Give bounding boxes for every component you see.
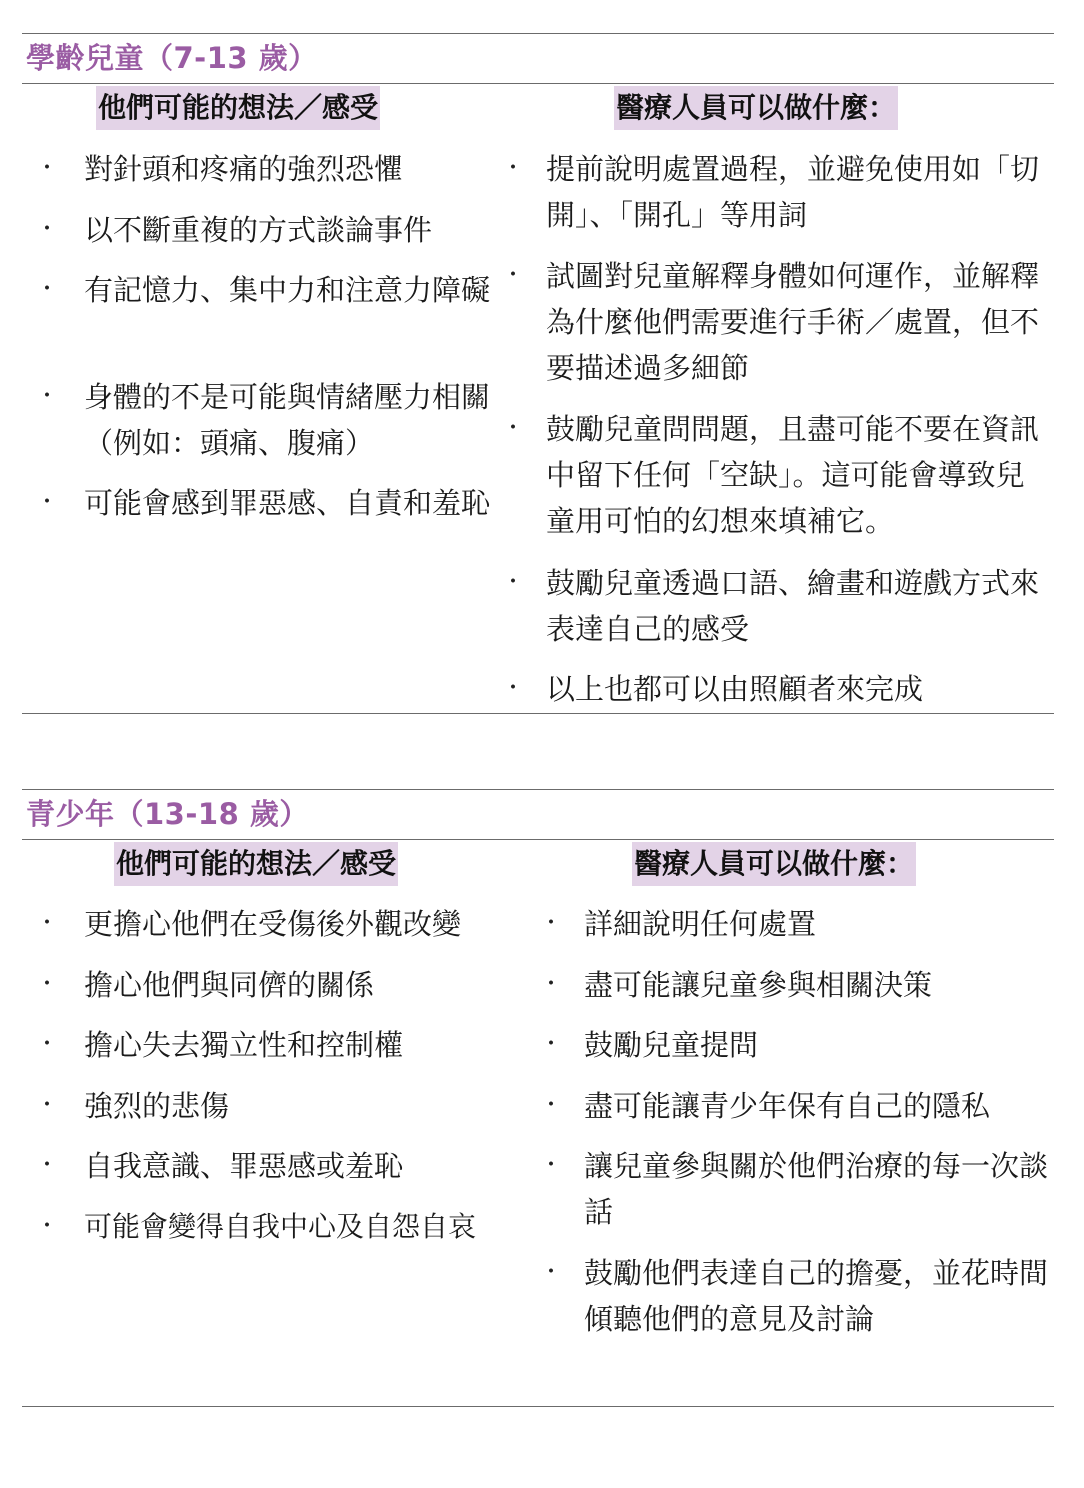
- list-item: ・ 盡可能讓兒童參與相關決策: [540, 962, 1054, 1022]
- list-item: ・ 詳細說明任何處置: [540, 901, 1054, 962]
- bullet-icon: ・: [36, 156, 59, 181]
- bullet-icon: ・: [36, 1032, 59, 1057]
- section-header-rule: [22, 839, 1054, 840]
- list-item: ・ 有記憶力、集中力和注意力障礙: [22, 267, 492, 374]
- bullet-icon: ・: [502, 156, 525, 181]
- list-item: ・ 更擔心他們在受傷後外觀改變: [22, 901, 534, 962]
- bullet-icon: ・: [540, 972, 563, 997]
- bullet-icon: ・: [540, 1260, 563, 1285]
- list-item: ・ 以不斷重複的方式談論事件: [22, 207, 492, 267]
- list-item: ・ 擔心他們與同儕的關係: [22, 962, 534, 1022]
- list-item: ・ 以上也都可以由照顧者來完成: [502, 666, 1054, 718]
- list-item: ・ 可能會變得自我中心及自怨自哀: [22, 1204, 534, 1256]
- section-top-rule: [22, 789, 1054, 790]
- left-column-list: [22, 901, 534, 1256]
- list-item: ・ 盡可能讓青少年保有自己的隱私: [540, 1083, 1054, 1143]
- bullet-icon: ・: [540, 1093, 563, 1118]
- bullet-icon: ・: [36, 1153, 59, 1178]
- bullet-icon: ・: [540, 1032, 563, 1057]
- section-title: 學齡兒童（7-13 歲）: [26, 41, 318, 75]
- bullet-icon: ・: [502, 570, 525, 595]
- bullet-icon: ・: [502, 676, 525, 701]
- left-column-heading: 他們可能的想法／感受: [114, 842, 398, 886]
- list-item: ・ 對針頭和疼痛的強烈恐懼: [22, 146, 492, 207]
- list-item: ・ 提前說明處置過程，並避免使用如「切開」、「開孔」等用詞: [502, 146, 1054, 253]
- bullet-icon: ・: [502, 416, 525, 441]
- list-item: ・ 試圖對兒童解釋身體如何運作，並解釋為什麼他們需要進行手術／處置，但不要描述過多細節: [502, 253, 1054, 406]
- list-item: ・ 可能會感到罪惡感、自責和羞恥: [22, 480, 492, 580]
- section-title: 青少年（13-18 歲）: [26, 797, 309, 831]
- bullet-icon: ・: [540, 911, 563, 936]
- right-column-list: [540, 901, 1054, 1350]
- list-item: ・ 鼓勵兒童透過口語、繪畫和遊戲方式來表達自己的感受: [502, 560, 1054, 666]
- list-item: ・ 擔心失去獨立性和控制權: [22, 1022, 534, 1083]
- left-column-heading: 他們可能的想法／感受: [96, 86, 380, 130]
- bullet-icon: ・: [36, 1214, 59, 1239]
- list-item: ・ 鼓勵兒童提問: [540, 1022, 1054, 1083]
- list-item: ・ 鼓勵兒童問問題，且盡可能不要在資訊中留下任何「空缺」。這可能會導致兒童用可怕的幻想來填補它。: [502, 406, 1054, 560]
- list-item: ・ 鼓勵他們表達自己的擔憂，並花時間傾聽他們的意見及討論: [540, 1250, 1054, 1350]
- bullet-icon: ・: [36, 217, 59, 242]
- list-item: ・ 自我意識、罪惡感或羞恥: [22, 1143, 534, 1204]
- bullet-icon: ・: [36, 911, 59, 936]
- bullet-icon: ・: [36, 490, 59, 515]
- list-item: ・ 讓兒童參與關於他們治療的每一次談話: [540, 1143, 1054, 1250]
- right-column-heading: 醫療人員可以做什麼：: [632, 842, 916, 886]
- list-item: ・ 強烈的悲傷: [22, 1083, 534, 1143]
- bullet-icon: ・: [502, 263, 525, 288]
- section-adolescents: [22, 0, 1054, 1420]
- bullet-icon: ・: [36, 384, 59, 409]
- section-bottom-rule: [22, 1406, 1054, 1407]
- bullet-icon: ・: [36, 1093, 59, 1118]
- bullet-icon: ・: [540, 1153, 563, 1178]
- right-column-heading: 醫療人員可以做什麼：: [614, 86, 898, 130]
- bullet-icon: ・: [36, 972, 59, 997]
- list-item: ・ 身體的不是可能與情緒壓力相關（例如：頭痛、腹痛）: [22, 374, 492, 480]
- bullet-icon: ・: [36, 277, 59, 302]
